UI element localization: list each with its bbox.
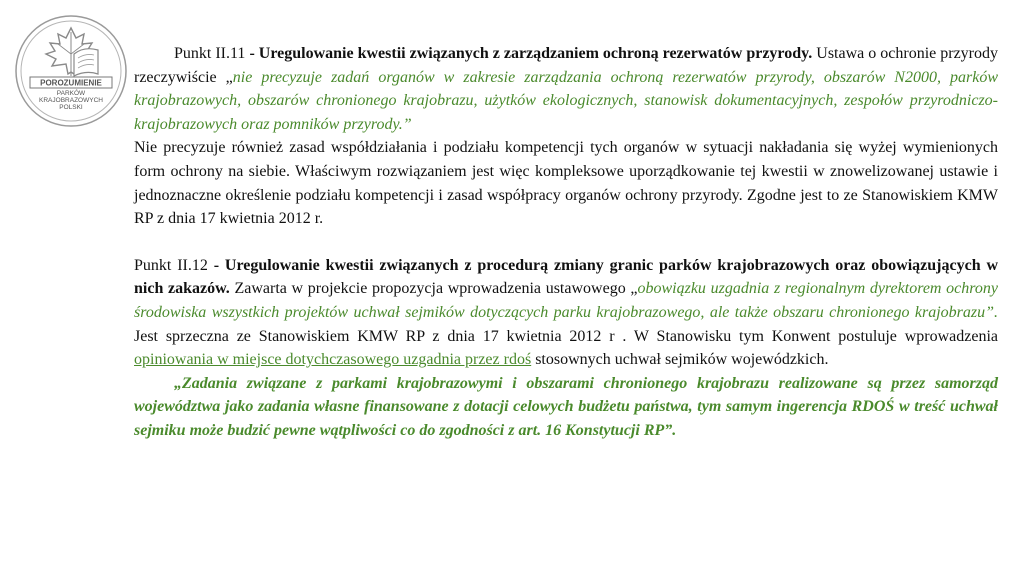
logo-line3: KRAJOBRAZOWYCH [39,97,103,104]
paragraph-quote-final [134,372,998,443]
logo-line4: POLSKI [59,104,83,111]
leaf-book-emblem-icon [14,14,128,128]
quoted-text: „Zadania związane z parkami krajobrazowymi i obszarami chronionego krajobrazu realizowane są przez samorząd województwa jako zadania własne finansowane z dotacji celowych budżetu państwa, tym samym ingerencja RDOŚ w treść uchwał sejmiku może budzić pewne wątpliwości co do zgodności z art. 16 Konstytucji RP”. [134,374,998,439]
paragraph-text: Zawarta w projekcie propozycja wprowadzenia ustawowego „ [229,280,638,298]
paragraph-continuation [134,136,998,230]
paragraph-point-2-11 [134,42,998,136]
logo [14,14,128,128]
logo-line2: PARKÓW [56,90,86,97]
point-title: - Uregulowanie kwestii związanych z procedurą zmiany granic parków krajobrazowych oraz obowiązujących w nich zakazów. [134,256,999,298]
point-label: Punkt II.11 [174,45,250,62]
quoted-text: obowiązku uzgadnia z regionalnym dyrektorem ochrony środowiska wszystkich projektów uchwał sejmików dotyczących parku krajobrazowego, ale także obszaru chronionego krajobrazu”. [134,280,999,321]
paragraph-text: Nie precyzuje również zasad współdziałania i podziału kompetencji tych organów w sytuacji nakładania się wyżej wymienionych form ochrony na siebie. Właściwym rozwiązaniem jest więc kompleksowe uporządkowanie tej kwestii w znowelizowanej ustawie i jednoznaczne określenie podziału kompetencji i zasad współpracy organów ochrony przyrody. Zgodne jest to ze Stanowiskiem KMW RP z dnia 17 kwietnia 2012 r. [134,139,998,228]
paragraph-text: stosownych uchwał sejmików wojewódzkich. [531,351,829,369]
document-body [134,42,998,443]
paragraph-text: Ustawa o ochronie przyrody rzeczywiście „ [134,45,999,86]
quoted-text: nie precyzuje zadań organów w zakresie zarządzania ochroną rezerwatów przyrody, obszarów N2000, parków krajobrazowych, obszarów chronionego krajobrazu, użytków ekologicznych, stanowisk dokumentacyjnych, zespołów przyrodniczo-krajobrazowych oraz pomników przyrody.” [134,68,999,133]
point-label: Punkt II.12 [134,256,214,274]
highlighted-link-text[interactable]: opiniowania w miejsce dotychczasowego uzgadnia przez rdoś [134,351,532,369]
logo-line1: POROZUMIENIE [40,78,102,88]
point-title: - Uregulowanie kwestii związanych z zarządzaniem ochroną rezerwatów przyrody. [249,45,813,62]
paragraph-point-2-12 [134,254,998,372]
paragraph-text: Jest sprzeczna ze Stanowiskiem KMW RP z dnia 17 kwietnia 2012 r . W Stanowisku tym Konwent postuluje wprowadzenia [134,327,998,345]
